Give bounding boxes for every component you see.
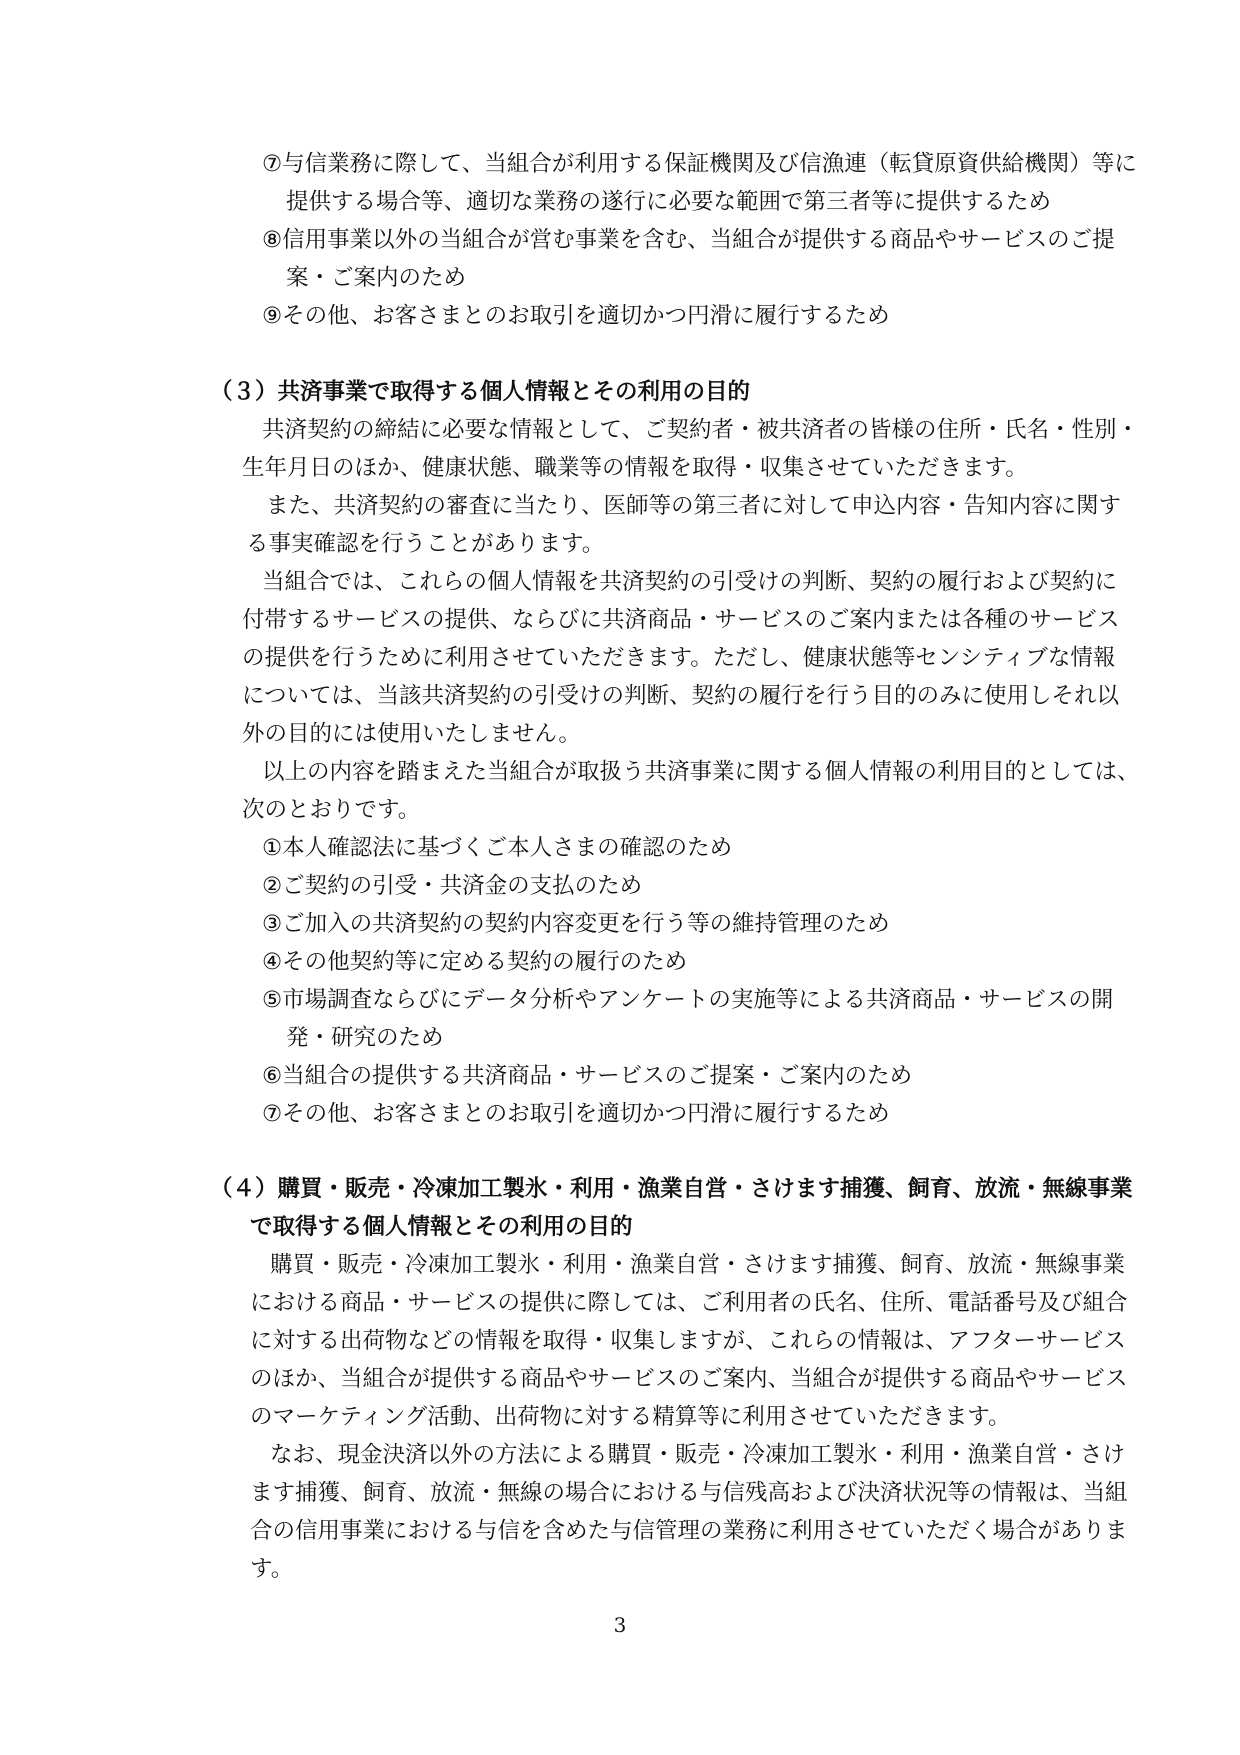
- list-item-continuation: 提供する場合等、適切な業務の遂行に必要な範囲で第三者等に提供するため: [286, 189, 1052, 215]
- paragraph-line: また、共済契約の審査に当たり、医師等の第三者に対して申込内容・告知内容に関す: [266, 493, 1122, 519]
- paragraph-line: のほか、当組合が提供する商品やサービスのご案内、当組合が提供する商品やサービス: [250, 1366, 1128, 1392]
- paragraph-line: 次のとおりです。: [242, 797, 421, 823]
- paragraph-line: 以上の内容を踏まえた当組合が取扱う共済事業に関する個人情報の利用目的としては、: [262, 759, 1140, 785]
- paragraph-line: 外の目的には使用いたしません。: [242, 721, 581, 747]
- paragraph-line: における商品・サービスの提供に際しては、ご利用者の氏名、住所、電話番号及び組合: [250, 1290, 1128, 1316]
- list-item-continuation: 案・ご案内のため: [286, 265, 467, 291]
- section-heading-continuation: で取得する個人情報とその利用の目的: [250, 1214, 633, 1240]
- list-item: ①本人確認法に基づくご本人さまの確認のため: [262, 835, 733, 861]
- paragraph-line: なお、現金決済以外の方法による購買・販売・冷凍加工製氷・利用・漁業自営・さけ: [270, 1442, 1126, 1468]
- list-item: ⑦その他、お客さまとのお取引を適切かつ円滑に履行するため: [262, 1101, 890, 1127]
- paragraph-line: のマーケティング活動、出荷物に対する精算等に利用させていただきます。: [250, 1404, 1011, 1430]
- list-item: ④その他契約等に定める契約の履行のため: [262, 949, 688, 975]
- paragraph-line: す。: [250, 1556, 294, 1582]
- page-number: 3: [613, 1613, 627, 1637]
- paragraph-line: る事実確認を行うことがあります。: [246, 531, 605, 557]
- paragraph-line: については、当該共済契約の引受けの判断、契約の履行を行う目的のみに使用しそれ以: [242, 683, 1120, 709]
- section-heading: （３）共済事業で取得する個人情報とその利用の目的: [210, 379, 751, 405]
- paragraph-line: 当組合では、これらの個人情報を共済契約の引受けの判断、契約の履行および契約に: [262, 569, 1118, 595]
- paragraph-line: 合の信用事業における与信を含めた与信管理の業務に利用させていただく場合がありま: [250, 1518, 1128, 1544]
- paragraph-line: に対する出荷物などの情報を取得・収集しますが、これらの情報は、アフターサービス: [250, 1328, 1126, 1354]
- list-item: ⑤市場調査ならびにデータ分析やアンケートの実施等による共済商品・サービスの開: [262, 987, 1114, 1013]
- list-item: ⑥当組合の提供する共済商品・サービスのご提案・ご案内のため: [262, 1063, 913, 1089]
- paragraph-line: 購買・販売・冷凍加工製氷・利用・漁業自営・さけます捕獲、飼育、放流・無線事業: [270, 1252, 1126, 1278]
- list-item-continuation: 発・研究のため: [286, 1025, 444, 1051]
- list-item: ⑨その他、お客さまとのお取引を適切かつ円滑に履行するため: [262, 303, 890, 329]
- list-item: ⑧信用事業以外の当組合が営む事業を含む、当組合が提供する商品やサービスのご提: [262, 227, 1115, 253]
- paragraph-line: 共済契約の締結に必要な情報として、ご契約者・被共済者の皆様の住所・氏名・性別・: [262, 417, 1140, 443]
- list-item: ②ご契約の引受・共済金の支払のため: [262, 873, 643, 899]
- list-item: ③ご加入の共済契約の契約内容変更を行う等の維持管理のため: [262, 911, 890, 937]
- paragraph-line: の提供を行うために利用させていただきます。ただし、健康状態等センシティブな情報: [242, 645, 1116, 671]
- list-item: ⑦与信業務に際して、当組合が利用する保証機関及び信漁連（転貸原資供給機関）等に: [262, 151, 1137, 177]
- section-heading: （４）購買・販売・冷凍加工製氷・利用・漁業自営・さけます捕獲、飼育、放流・無線事業: [210, 1176, 1133, 1202]
- paragraph-line: 生年月日のほか、健康状態、職業等の情報を取得・収集させていただきます。: [242, 455, 1028, 481]
- paragraph-line: 付帯するサービスの提供、ならびに共済商品・サービスのご案内または各種のサービス: [242, 607, 1120, 633]
- paragraph-line: ます捕獲、飼育、放流・無線の場合における与信残高および決済状況等の情報は、当組: [250, 1480, 1128, 1506]
